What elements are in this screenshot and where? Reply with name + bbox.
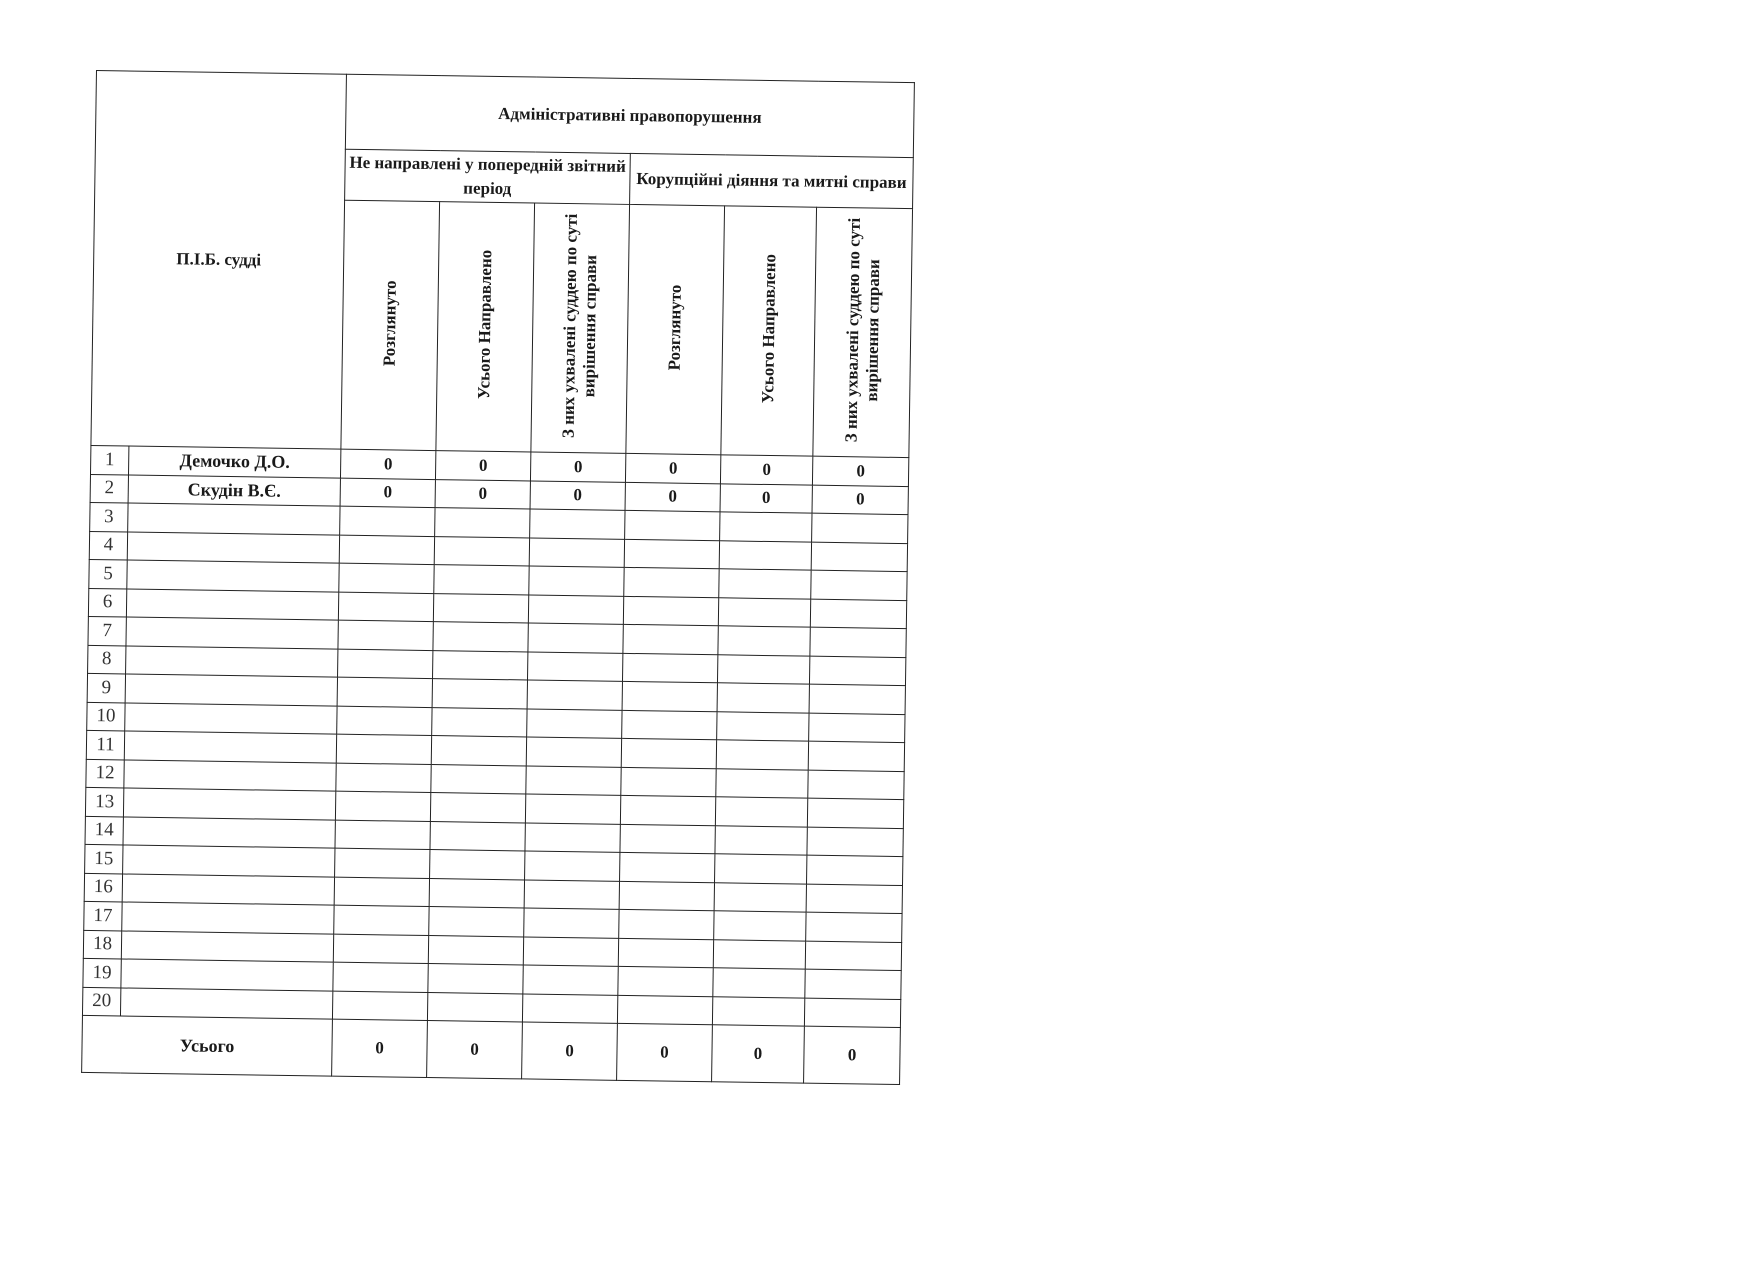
judge-name-cell bbox=[127, 532, 339, 564]
category-header: Адміністративні правопорушення bbox=[345, 74, 914, 157]
judge-name-cell bbox=[120, 987, 332, 1019]
value-cell bbox=[526, 765, 621, 795]
value-cell bbox=[617, 995, 712, 1025]
value-cell bbox=[807, 798, 903, 828]
value-cell bbox=[716, 740, 808, 770]
value-cell bbox=[527, 680, 622, 710]
value-cell bbox=[525, 851, 620, 881]
value-cell: 0 bbox=[812, 485, 908, 515]
value-cell bbox=[337, 706, 432, 736]
judge-name-cell: Демочко Д.О. bbox=[129, 446, 341, 478]
value-cell bbox=[524, 879, 619, 909]
value-cell bbox=[527, 708, 622, 738]
value-cell bbox=[806, 884, 902, 914]
judge-name-cell bbox=[123, 816, 335, 848]
value-cell bbox=[525, 822, 620, 852]
value-cell bbox=[427, 992, 522, 1022]
value-cell bbox=[621, 767, 716, 797]
value-cell bbox=[429, 907, 524, 937]
value-cell bbox=[529, 566, 624, 596]
judge-name-cell bbox=[124, 759, 336, 791]
value-cell bbox=[622, 681, 717, 711]
value-cell bbox=[430, 850, 525, 880]
value-cell: 0 bbox=[530, 480, 625, 510]
total-cell: 0 bbox=[804, 1026, 901, 1084]
judge-name-cell: Скудін В.Є. bbox=[128, 475, 340, 507]
value-cell bbox=[523, 965, 618, 995]
value-cell bbox=[718, 597, 810, 627]
value-cell bbox=[428, 935, 523, 965]
value-cell: 0 bbox=[720, 483, 812, 513]
value-cell bbox=[337, 677, 432, 707]
value-cell bbox=[528, 623, 623, 653]
value-cell bbox=[620, 852, 715, 882]
group-header-not-sent: Не направлені у попередній звітний період bbox=[345, 149, 631, 204]
row-number: 20 bbox=[82, 987, 120, 1016]
row-number: 19 bbox=[83, 958, 121, 987]
value-cell bbox=[719, 569, 811, 599]
value-cell bbox=[811, 542, 907, 572]
value-cell bbox=[526, 737, 621, 767]
row-number: 7 bbox=[88, 616, 126, 645]
value-cell bbox=[333, 962, 428, 992]
row-number: 14 bbox=[85, 816, 123, 845]
value-cell bbox=[620, 795, 715, 825]
total-cell: 0 bbox=[712, 1025, 805, 1083]
value-cell bbox=[806, 912, 902, 942]
judge-name-header: П.І.Б. судді bbox=[91, 71, 347, 450]
value-cell: 0 bbox=[625, 453, 720, 483]
total-cell: 0 bbox=[522, 1022, 618, 1080]
value-cell bbox=[435, 508, 530, 538]
total-row bbox=[82, 1015, 901, 1084]
value-cell bbox=[336, 763, 431, 793]
value-cell bbox=[523, 936, 618, 966]
judge-name-cell bbox=[121, 930, 333, 962]
report-table-body bbox=[82, 71, 914, 1028]
row-number: 2 bbox=[90, 474, 128, 503]
value-cell bbox=[625, 510, 720, 540]
judge-name-cell bbox=[122, 873, 334, 905]
value-cell bbox=[622, 710, 717, 740]
value-cell bbox=[804, 998, 900, 1028]
judge-name-cell bbox=[125, 674, 337, 706]
judge-name-cell bbox=[125, 703, 337, 735]
judge-name-cell bbox=[123, 788, 335, 820]
value-cell bbox=[332, 991, 427, 1021]
total-cell: 0 bbox=[427, 1021, 523, 1079]
value-cell bbox=[338, 592, 433, 622]
value-cell bbox=[714, 882, 806, 912]
value-cell bbox=[621, 738, 716, 768]
value-cell bbox=[807, 827, 903, 857]
value-cell bbox=[624, 539, 719, 569]
value-cell bbox=[529, 537, 624, 567]
value-cell bbox=[810, 627, 906, 657]
column-header-decided-on-merits: З них ухвалені суддею по суті вирішення справи bbox=[531, 203, 630, 453]
total-cell: 0 bbox=[332, 1019, 428, 1077]
row-number: 10 bbox=[87, 702, 125, 731]
value-cell bbox=[618, 938, 713, 968]
value-cell bbox=[619, 909, 714, 939]
value-cell bbox=[717, 711, 809, 741]
judge-name-cell bbox=[126, 617, 338, 649]
value-cell bbox=[810, 599, 906, 629]
value-cell bbox=[433, 650, 528, 680]
row-number: 5 bbox=[89, 559, 127, 588]
value-cell bbox=[334, 877, 429, 907]
value-cell bbox=[713, 968, 805, 998]
judge-name-cell bbox=[124, 731, 336, 763]
row-number: 9 bbox=[87, 673, 125, 702]
value-cell bbox=[428, 964, 523, 994]
value-cell bbox=[335, 791, 430, 821]
value-cell bbox=[434, 536, 529, 566]
value-cell bbox=[433, 622, 528, 652]
value-cell: 0 bbox=[625, 482, 720, 512]
value-cell bbox=[717, 654, 809, 684]
group-header-corruption-customs: Корупційні діяння та митні справи bbox=[630, 153, 914, 208]
value-cell: 0 bbox=[812, 456, 908, 486]
value-cell bbox=[431, 736, 526, 766]
value-cell bbox=[340, 506, 435, 536]
value-cell: 0 bbox=[340, 449, 435, 479]
value-cell bbox=[333, 934, 428, 964]
value-cell bbox=[713, 939, 805, 969]
value-cell bbox=[805, 941, 901, 971]
row-number: 16 bbox=[84, 873, 122, 902]
column-header-reviewed: Розглянуто bbox=[626, 204, 725, 454]
value-cell bbox=[715, 825, 807, 855]
value-cell bbox=[717, 683, 809, 713]
judge-name-cell bbox=[126, 589, 338, 621]
value-cell: 0 bbox=[435, 479, 530, 509]
column-header-reviewed: Розглянуто bbox=[341, 200, 440, 450]
value-cell bbox=[336, 734, 431, 764]
value-cell bbox=[808, 741, 904, 771]
report-table bbox=[81, 70, 915, 1085]
row-number: 18 bbox=[83, 930, 121, 959]
total-label: Усього bbox=[82, 1015, 333, 1076]
row-number: 3 bbox=[90, 502, 128, 531]
row-number: 15 bbox=[85, 844, 123, 873]
judge-name-cell bbox=[128, 503, 340, 535]
judge-name-cell bbox=[126, 646, 338, 678]
value-cell bbox=[429, 878, 524, 908]
value-cell bbox=[528, 651, 623, 681]
value-cell bbox=[809, 656, 905, 686]
value-cell bbox=[805, 969, 901, 999]
row-number: 13 bbox=[85, 787, 123, 816]
judge-name-cell bbox=[127, 560, 339, 592]
value-cell bbox=[716, 768, 808, 798]
value-cell bbox=[339, 563, 434, 593]
value-cell bbox=[432, 707, 527, 737]
row-number: 8 bbox=[88, 645, 126, 674]
column-header-total-sent: Усього Направлено bbox=[721, 206, 817, 456]
value-cell bbox=[808, 770, 904, 800]
value-cell bbox=[334, 905, 429, 935]
value-cell bbox=[430, 793, 525, 823]
value-cell bbox=[623, 653, 718, 683]
value-cell bbox=[434, 565, 529, 595]
value-cell bbox=[624, 567, 719, 597]
row-number: 12 bbox=[86, 759, 124, 788]
value-cell bbox=[430, 821, 525, 851]
value-cell bbox=[619, 881, 714, 911]
column-header-total-sent: Усього Направлено bbox=[436, 202, 535, 452]
value-cell bbox=[530, 509, 625, 539]
value-cell bbox=[718, 626, 810, 656]
value-cell: 0 bbox=[340, 478, 435, 508]
value-cell bbox=[623, 624, 718, 654]
value-cell bbox=[431, 764, 526, 794]
value-cell bbox=[432, 679, 527, 709]
value-cell bbox=[528, 594, 623, 624]
value-cell bbox=[809, 713, 905, 743]
value-cell bbox=[433, 593, 528, 623]
report-sheet bbox=[81, 70, 915, 1085]
value-cell: 0 bbox=[435, 451, 530, 481]
column-header-decided-on-merits: З них ухвалені суддею по суті вирішення справи bbox=[813, 207, 913, 457]
value-cell bbox=[719, 540, 811, 570]
row-number: 6 bbox=[88, 588, 126, 617]
row-number: 4 bbox=[89, 531, 127, 560]
value-cell bbox=[807, 855, 903, 885]
value-cell bbox=[618, 966, 713, 996]
value-cell bbox=[812, 513, 908, 543]
value-cell bbox=[338, 649, 433, 679]
value-cell bbox=[339, 535, 434, 565]
value-cell bbox=[715, 854, 807, 884]
value-cell bbox=[712, 996, 804, 1026]
value-cell bbox=[714, 911, 806, 941]
judge-name-cell bbox=[123, 845, 335, 877]
total-cell: 0 bbox=[617, 1023, 713, 1081]
value-cell bbox=[809, 684, 905, 714]
value-cell: 0 bbox=[530, 452, 625, 482]
judge-name-cell bbox=[122, 902, 334, 934]
value-cell bbox=[524, 908, 619, 938]
row-number: 11 bbox=[86, 730, 124, 759]
value-cell bbox=[335, 848, 430, 878]
value-cell bbox=[525, 794, 620, 824]
value-cell bbox=[720, 512, 812, 542]
judge-name-cell bbox=[121, 959, 333, 991]
value-cell bbox=[522, 993, 617, 1023]
row-number: 1 bbox=[91, 445, 129, 474]
value-cell bbox=[811, 570, 907, 600]
value-cell bbox=[335, 820, 430, 850]
value-cell bbox=[623, 596, 718, 626]
value-cell bbox=[620, 824, 715, 854]
value-cell bbox=[338, 620, 433, 650]
value-cell: 0 bbox=[720, 455, 812, 485]
row-number: 17 bbox=[84, 901, 122, 930]
value-cell bbox=[715, 797, 807, 827]
